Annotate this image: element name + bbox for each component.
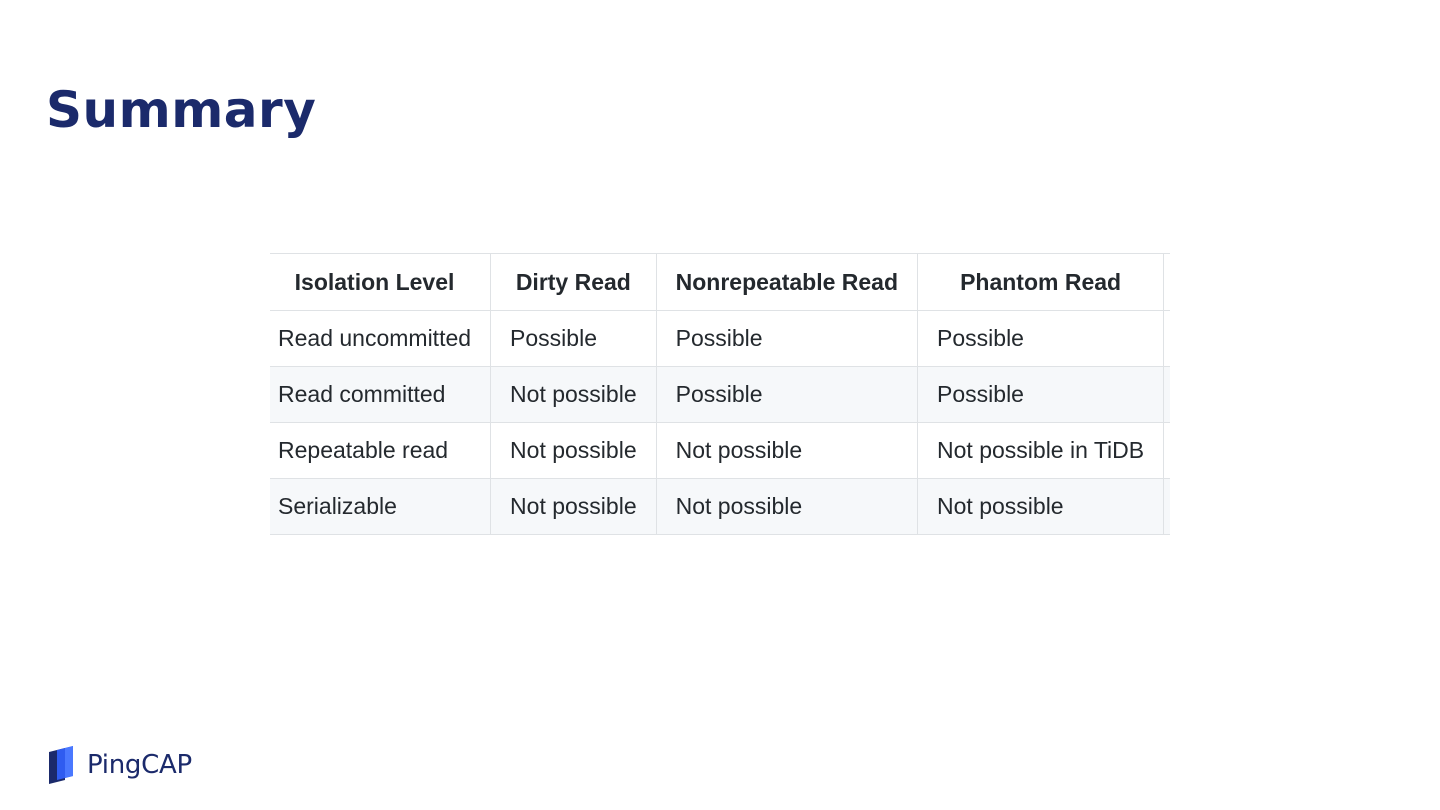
logo-text: PingCAP [87,750,192,780]
table-row [270,479,1170,535]
table-cell-phantom-read: Not possible [918,479,1164,535]
header-extra-column [1164,254,1170,311]
header-isolation-level: Isolation Level [270,254,491,311]
table-cell-phantom-read: Possible [918,367,1164,423]
table-cell-level: Read committed [270,367,491,423]
table-cell-nonrepeatable-read: Possible [656,311,917,367]
header-nonrepeatable-read: Nonrepeatable Read [656,254,917,311]
table-row [270,423,1170,479]
table-cell-extra [1164,479,1170,535]
table-cell-dirty-read: Not possible [491,423,657,479]
table-cell-dirty-read: Not possible [491,367,657,423]
table-cell-level: Repeatable read [270,423,491,479]
table-cell-phantom-read: Not possible in TiDB [918,423,1164,479]
table-cell-dirty-read: Not possible [491,479,657,535]
table-cell-dirty-read: Possible [491,311,657,367]
table-row [270,367,1170,423]
table-cell-nonrepeatable-read: Possible [656,367,917,423]
table-cell-extra [1164,367,1170,423]
isolation-level-table [270,253,1170,535]
header-phantom-read: Phantom Read [918,254,1164,311]
isolation-level-table-container [270,253,1170,535]
table-cell-extra [1164,423,1170,479]
header-dirty-read: Dirty Read [491,254,657,311]
table-cell-extra [1164,311,1170,367]
table-row [270,311,1170,367]
table-cell-nonrepeatable-read: Not possible [656,423,917,479]
table-cell-level: Read uncommitted [270,311,491,367]
page-title: Summary [46,81,317,139]
table-header-row [270,254,1170,311]
pingcap-logo [49,746,192,784]
table-cell-nonrepeatable-read: Not possible [656,479,917,535]
table-cell-phantom-read: Possible [918,311,1164,367]
table-cell-level: Serializable [270,479,491,535]
pingcap-logo-icon [49,746,79,784]
